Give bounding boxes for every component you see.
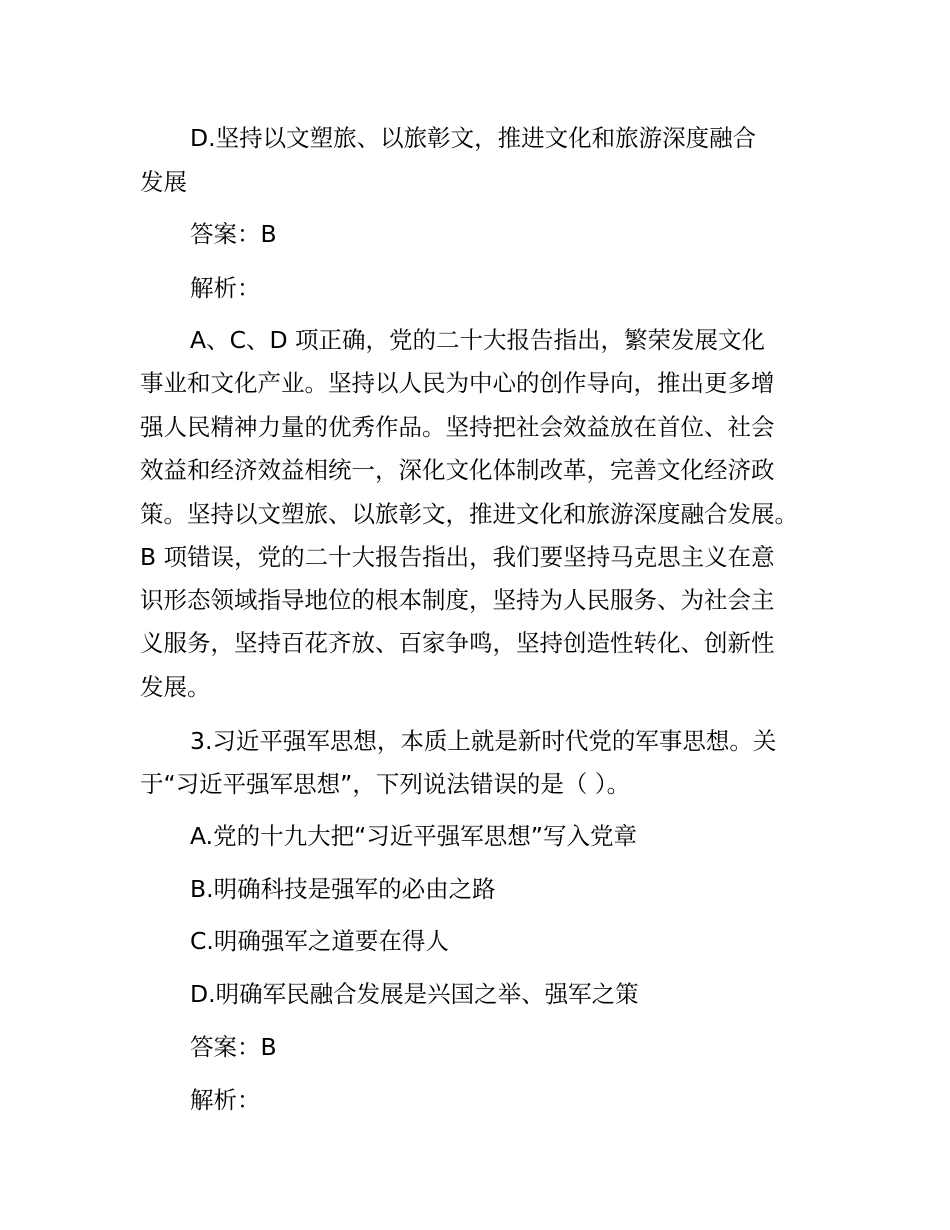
option-c: C.明确强军之道要在得人: [190, 927, 449, 955]
analysis-text-line: A、C、D 项正确，党的二十大报告指出，繁荣发展文化: [190, 326, 766, 354]
option-a: A.党的十九大把“习近平强军思想”写入党章: [190, 822, 637, 850]
answer-line: 答案：B: [190, 220, 277, 248]
option-d-line-1: D.坚持以文塑旅、以旅彰文，推进文化和旅游深度融合: [190, 124, 757, 152]
analysis-label: 解析：: [190, 1086, 261, 1114]
analysis-text-line: 义服务，坚持百花齐放、百家争鸣，坚持创造性转化、创新性: [140, 629, 775, 657]
analysis-text-line: 发展。: [140, 673, 211, 701]
analysis-text-line: B 项错误，党的二十大报告指出，我们要坚持马克思主义在意: [140, 543, 775, 571]
analysis-text-line: 策。坚持以文塑旅、以旅彰文，推进文化和旅游深度融合发展。: [140, 500, 798, 528]
option-b: B.明确科技是强军的必由之路: [190, 875, 496, 903]
answer-line: 答案：B: [190, 1033, 277, 1061]
analysis-text-line: 事业和文化产业。坚持以人民为中心的创作导向，推出更多增: [140, 369, 775, 397]
analysis-text-line: 识形态领域指导地位的根本制度，坚持为人民服务、为社会主: [140, 586, 775, 614]
option-d: D.明确军民融合发展是兴国之举、强军之策: [190, 980, 639, 1008]
analysis-text-line: 效益和经济效益相统一，深化文化体制改革，完善文化经济政: [140, 456, 775, 484]
analysis-label: 解析：: [190, 274, 261, 302]
option-d-line-2: 发展: [140, 168, 187, 196]
analysis-text-line: 强人民精神力量的优秀作品。坚持把社会效益放在首位、社会: [140, 413, 775, 441]
question-3-line-1: 3.习近平强军思想，本质上就是新时代党的军事思想。关: [190, 727, 777, 755]
question-3-line-2: 于“习近平强军思想”，下列说法错误的是（ ）。: [140, 770, 631, 798]
